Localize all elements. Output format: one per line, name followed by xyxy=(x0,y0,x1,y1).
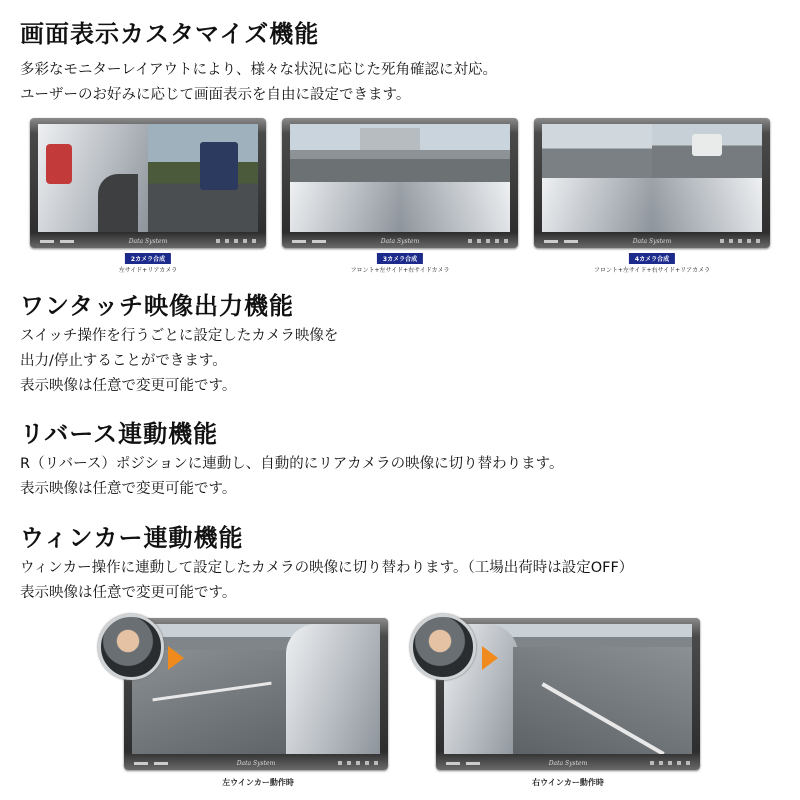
arrow-icon xyxy=(482,646,498,670)
monitor-4cam xyxy=(534,118,770,248)
body-line: 表示映像は任意で変更可能です。 xyxy=(20,585,237,601)
monitor-right-winker xyxy=(436,618,700,770)
monitor-buttons xyxy=(216,239,256,243)
indicator-leds xyxy=(134,762,174,765)
body-line: 表示映像は任意で変更可能です。 xyxy=(20,481,237,497)
brand-logo: Data System xyxy=(548,760,588,767)
winker-caption: 右ウインカー動作時 xyxy=(532,778,604,787)
brand-logo: Data System xyxy=(128,238,168,245)
layout-caption: フロント+左サイド+右サイド+リアカメラ xyxy=(593,267,711,274)
right-side-camera-view xyxy=(400,182,510,232)
rear-camera-view xyxy=(652,124,762,178)
winker-caption: 左ウインカー動作時 xyxy=(222,778,294,787)
section-body-winker xyxy=(20,556,633,606)
monitor-screen xyxy=(290,124,510,232)
layout-badge: 2カメラ合成 xyxy=(125,253,171,264)
right-side-camera-view xyxy=(652,178,762,232)
body-line: ユーザーのお好みに応じて画面表示を自由に設定できます。 xyxy=(20,87,411,103)
rear-camera-view xyxy=(148,124,258,232)
body-line: スイッチ操作を行うごとに設定したカメラ映像を xyxy=(20,328,339,344)
front-camera-view xyxy=(290,124,510,182)
section-body-onetouch xyxy=(20,324,338,399)
indicator-leds xyxy=(446,762,486,765)
monitor-3cam xyxy=(282,118,518,248)
monitor-screen xyxy=(132,624,380,754)
body-line: ウィンカー操作に連動して設定したカメラの映像に切り替わります。（工場出荷時は設定OFF） xyxy=(20,560,634,576)
body-line: R（リバース）ポジションに連動し、自動的にリアカメラの映像に切り替わります。 xyxy=(20,456,564,472)
left-side-camera-view xyxy=(542,178,652,232)
indicator-leds xyxy=(544,240,584,243)
brand-logo: Data System xyxy=(380,238,420,245)
indicator-leds xyxy=(292,240,332,243)
brand-logo: Data System xyxy=(236,760,276,767)
monitor-screen xyxy=(444,624,692,754)
left-side-car-body xyxy=(286,624,380,754)
layout-caption: 左サイド+リアカメラ xyxy=(118,267,178,274)
body-line: 出力/停止することができます。 xyxy=(20,353,227,369)
road-view xyxy=(513,647,692,754)
body-line: 多彩なモニターレイアウトにより、様々な状況に応じた死角確認に対応。 xyxy=(20,62,498,78)
monitor-screen xyxy=(542,124,762,232)
brand-logo: Data System xyxy=(632,238,672,245)
section-body-reverse xyxy=(20,452,563,502)
layout-caption: フロント+左サイド+右サイドカメラ xyxy=(350,267,450,274)
hand-on-winker-inset xyxy=(98,614,164,680)
layout-badge: 3カメラ合成 xyxy=(377,253,423,264)
monitor-buttons xyxy=(468,239,508,243)
indicator-leds xyxy=(40,240,80,243)
monitor-buttons xyxy=(720,239,760,243)
monitor-buttons xyxy=(338,761,378,765)
section-title-customize: 画面表示カスタマイズ機能 xyxy=(20,20,320,48)
left-side-camera-view xyxy=(38,124,148,232)
section-title-reverse: リバース連動機能 xyxy=(20,420,219,448)
section-body-customize xyxy=(20,58,497,108)
hand-on-winker-inset xyxy=(410,614,476,680)
monitor-2cam xyxy=(30,118,266,248)
left-side-camera-view xyxy=(290,182,400,232)
arrow-icon xyxy=(168,646,184,670)
body-line: 表示映像は任意で変更可能です。 xyxy=(20,378,237,394)
monitor-buttons xyxy=(650,761,690,765)
front-camera-view xyxy=(542,124,652,178)
monitor-left-winker xyxy=(124,618,388,770)
monitor-screen xyxy=(38,124,258,232)
section-title-onetouch: ワンタッチ映像出力機能 xyxy=(20,292,295,320)
layout-badge: 4カメラ合成 xyxy=(629,253,675,264)
section-title-winker: ウィンカー連動機能 xyxy=(20,524,244,552)
